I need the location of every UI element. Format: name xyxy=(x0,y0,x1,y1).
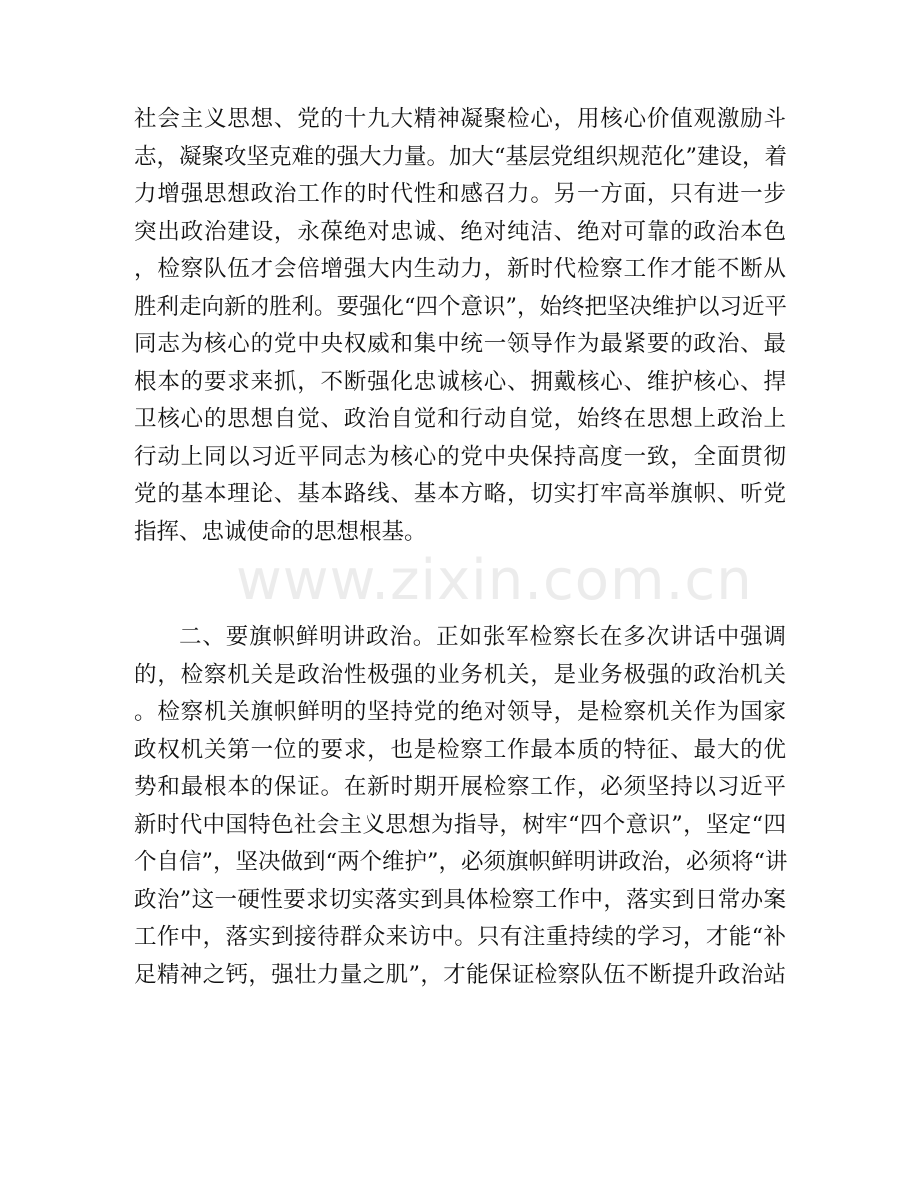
text-line: 新时代中国特色社会主义思想为指导，树牢“四个意识”，坚定“四 xyxy=(134,811,786,838)
text-line: 二、要旗帜鲜明讲政治。正如张军检察长在多次讲话中强调 xyxy=(179,624,786,650)
text-line: 根本的要求来抓，不断强化忠诚核心、拥戴核心、维护核心、捍 xyxy=(134,368,786,395)
text-line: ，检察队伍才会倍增强大内生动力，新时代检察工作才能不断从 xyxy=(134,256,786,282)
text-line: 。检察机关旗帜鲜明的坚持党的绝对领导，是检察机关作为国家 xyxy=(134,699,786,725)
text-line: 政权机关第一位的要求，也是检察工作最本质的特征、最大的优 xyxy=(134,736,786,763)
text-line: 社会主义思想、党的十九大精神凝聚检心，用核心价值观激励斗 xyxy=(134,106,786,132)
text-line: 胜利走向新的胜利。要强化“四个意识”，始终把坚决维护以习近平 xyxy=(134,293,788,320)
paragraph-section-two xyxy=(134,619,786,994)
watermark: www.zixin.com.cn xyxy=(236,548,753,613)
text-line: 势和最根本的保证。在新时期开展检察工作，必须坚持以习近平 xyxy=(134,774,786,800)
text-line: 行动上同以习近平同志为核心的党中央保持高度一致，全面贯彻 xyxy=(134,443,786,470)
text-line: 突出政治建设，永葆绝对忠诚、绝对纯洁、绝对可靠的政治本色 xyxy=(134,218,786,245)
text-line: 工作中，落实到接待群众来访中。只有注重持续的学习，才能“补 xyxy=(134,924,786,950)
text-line: 政治”这一硬性要求切实落实到具体检察工作中，落实到日常办案 xyxy=(134,886,786,913)
text-line: 个自信”，坚决做到“两个维护”，必须旗帜鲜明讲政治，必须将“讲 xyxy=(134,849,788,875)
text-line: 志，凝聚攻坚克难的强大力量。加大“基层党组织规范化”建设，着 xyxy=(134,143,788,170)
text-line: 党的基本理论、基本路线、基本方略，切实打牢高举旗帜、听党 xyxy=(134,481,786,507)
text-line: 同志为核心的党中央权威和集中统一领导作为最紧要的政治、最 xyxy=(134,331,786,357)
text-line: 足精神之钙，强壮力量之肌”，才能保证检察队伍不断提升政治站 xyxy=(134,961,786,988)
text-line: 的，检察机关是政治性极强的业务机关，是业务极强的政治机关 xyxy=(134,661,786,688)
text-line: 卫核心的思想自觉、政治自觉和行动自觉，始终在思想上政治上 xyxy=(134,406,786,432)
text-line: 力增强思想政治工作的时代性和感召力。另一方面，只有进一步 xyxy=(134,181,786,207)
text-line: 指挥、忠诚使命的思想根基。 xyxy=(134,518,427,545)
paragraph-continued xyxy=(134,101,786,551)
